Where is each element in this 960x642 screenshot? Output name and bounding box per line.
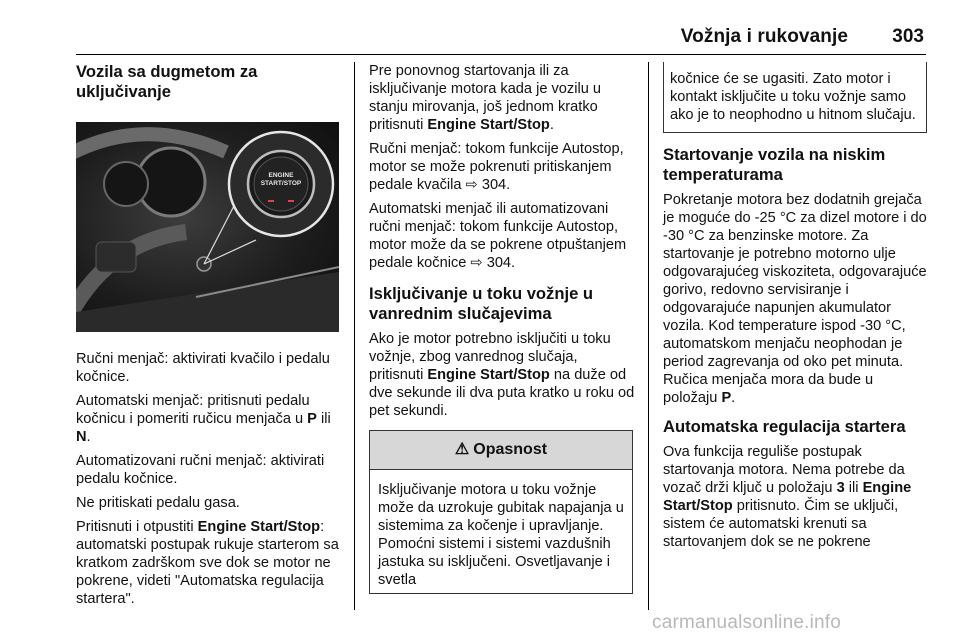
text-span: . xyxy=(549,117,554,133)
text-span: : automatski postupak rukuje starterom sa kratkom zadrškom sve dok se motor ne pokrene, videti "Automatska regulacija startera". xyxy=(76,519,339,607)
danger-warning-continued: kočnice će se ugasiti. Zato motor i kontakt isključite u toku vožnje samo ako je to neophodno u hitnom slučaju. xyxy=(663,62,927,133)
text-span: Automatski menjač: pritisnuti pedalu kočnicu i pomeriti ručicu menjača u xyxy=(76,393,310,427)
text-span: . xyxy=(86,429,91,445)
para-cold-start xyxy=(663,191,927,407)
gear-p: P xyxy=(307,411,317,427)
text-span: ili xyxy=(848,480,859,496)
para-automatic-transmission xyxy=(76,392,342,446)
column-2 xyxy=(369,62,635,594)
para-automated-manual: Automatizovani ručni menjač: aktivirati pedalu kočnice. xyxy=(76,453,325,487)
column-1 xyxy=(76,62,342,614)
text-span: . xyxy=(731,390,736,406)
para-autostop-manual: Ručni menjač: tokom funkcije Autostop, motor se može pokrenuti pritiskanjem pedale kvačila ⇨ 304. xyxy=(369,141,624,193)
button-label-line1: ENGINE xyxy=(268,172,294,179)
engine-start-button-photo xyxy=(76,122,339,332)
para-autostop-automatic: Automatski menjač ili automatizovani ručni menjač: tokom funkcije Autostop, motor može da se pokrene otpuštanjem pedale kočnice ⇨ 304. xyxy=(369,201,627,271)
page-number: 303 xyxy=(892,26,924,47)
text-span: Pokretanje motora bez dodatnih grejača je moguće do -25 °C za dizel motore i do -30 °C za benzinske motore. Za startovanje je potrebno motorno ulje odgovarajućeg viskoziteta, odgovarajuće gorivo, redovno servisiranje i odgovarajuće napunjen akumulator vozila. Kod temperature ispod -30 °C, automatskom menjaču neophodan je period zagrevanja od oko pet minuta. Ručica menjača mora da bude u položaju xyxy=(663,192,927,406)
text-span: pritisnuto. Čim se uključi, sistem će automatski krenuti sa startovanjem dok se ne pokrene xyxy=(663,498,899,550)
section-heading-start-button: Vozila sa dugmetom za uključivanje xyxy=(76,62,258,101)
text-span: na duže od dve sekunde ili dva puta kratko u roku od pet sekundi. xyxy=(369,367,635,419)
section-heading-cold-start: Startovanje vozila na niskim temperaturama xyxy=(663,145,886,184)
header-rule xyxy=(76,54,926,55)
gear-p: P xyxy=(721,390,732,406)
para-manual-transmission: Ručni menjač: aktivirati kvačilo i pedalu kočnice. xyxy=(76,351,330,385)
danger-warning-box xyxy=(369,430,633,594)
text-span: Ako je motor potrebno isključiti u toku vožnje, zbog vanrednog slučaja, pritisnuti xyxy=(369,331,611,383)
text-span: Pritisnuti i otpustiti xyxy=(76,519,194,535)
engine-start-stop-term: Engine Start/Stop xyxy=(197,519,321,535)
column-3 xyxy=(663,62,927,557)
gear-n: N xyxy=(76,429,87,445)
para-press-release xyxy=(76,518,342,608)
watermark: carmanualsonline.info xyxy=(652,612,842,633)
para-starter-control xyxy=(663,443,927,551)
engine-start-stop-term: Engine Start/Stop xyxy=(663,480,912,514)
key-position-3: 3 xyxy=(836,480,845,496)
start-button-label xyxy=(254,172,308,188)
dashboard-illustration xyxy=(76,122,339,332)
engine-start-stop-term: Engine Start/Stop xyxy=(427,117,550,133)
danger-warning-title: Opasnost xyxy=(473,441,548,458)
text-span: ili xyxy=(320,411,331,427)
running-header-title: Vožnja i rukovanje xyxy=(680,26,848,47)
section-heading-emergency-shutoff: Isključivanje u toku vožnje u vanrednim slučajevima xyxy=(369,284,594,323)
button-label-line2: START/STOP xyxy=(260,180,302,187)
warning-triangle-icon: ⚠ xyxy=(454,441,470,458)
engine-start-stop-term: Engine Start/Stop xyxy=(427,367,550,383)
para-restart xyxy=(369,62,635,134)
column-divider-2 xyxy=(648,62,649,610)
danger-warning-header xyxy=(370,431,632,470)
danger-warning-text: Isključivanje motora u toku vožnje može da uzrokuje gubitak napajanja u sistemima za kočenje i upravljanje. Pomoćni sistemi i sistemi vazdušnih jastuka su isključeni. Osvetljavanje i svetla xyxy=(378,482,624,588)
para-no-throttle: Ne pritiskati pedalu gasa. xyxy=(76,495,240,511)
text-span: Ova funkcija reguliše postupak startovanja motora. Nema potrebe da vozač drži ključ u položaju xyxy=(663,444,905,496)
para-emergency-shutoff xyxy=(369,330,635,420)
column-divider-1 xyxy=(354,62,355,610)
section-heading-starter-control: Automatska regulacija startera xyxy=(663,417,906,436)
text-span: Pre ponovnog startovanja ili za isključivanje motora kada je vozilu u stanju mirovanja, još jednom kratko pritisnuti xyxy=(369,63,601,133)
